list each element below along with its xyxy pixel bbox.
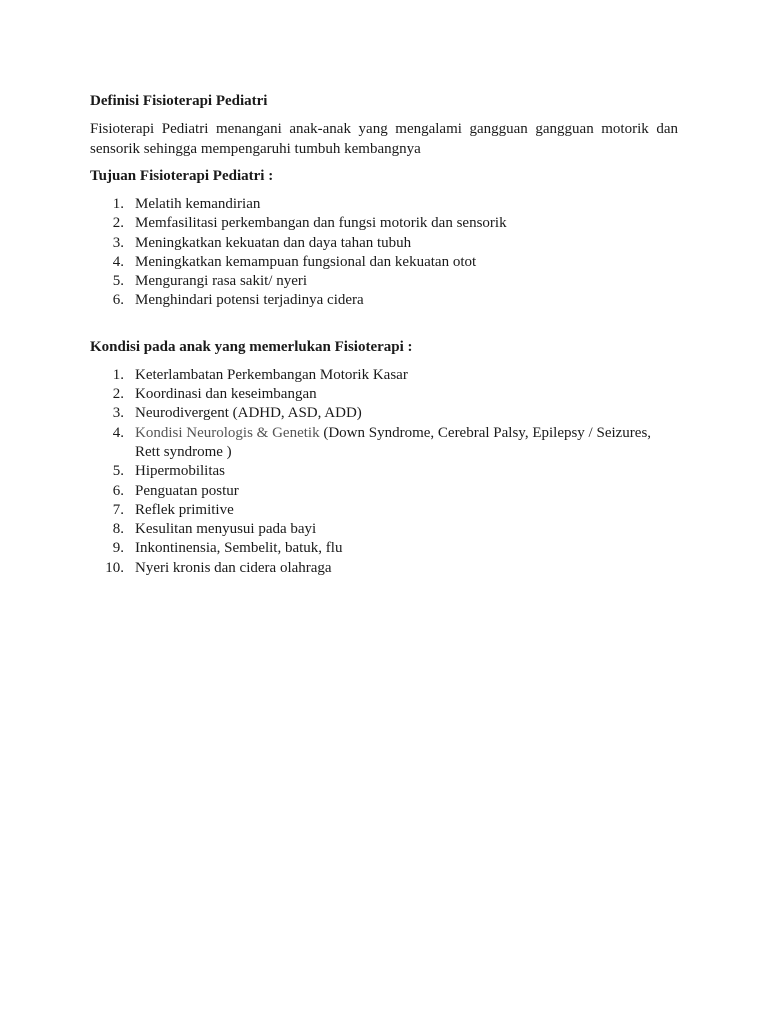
list-number: 1.	[112, 196, 124, 212]
list-item-text: Meningkatkan kemampuan fungsional dan kekuatan otot	[135, 253, 477, 270]
list-number: 7.	[112, 501, 124, 518]
list-item	[90, 291, 678, 310]
list-number: 1.	[112, 366, 124, 383]
list-number: 4.	[112, 253, 124, 270]
list-item	[90, 234, 678, 253]
document-page	[90, 92, 678, 578]
list-item-text-muted: Kondisi Neurologis & Genetik	[135, 424, 320, 441]
list-item-text: Penguatan postur	[135, 482, 239, 499]
list-item-text: Hipermobilitas	[135, 463, 225, 480]
list-item-text: Keterlambatan Perkembangan Motorik Kasar	[135, 366, 408, 383]
list-item	[90, 559, 678, 578]
list-item-text: Mengurangi rasa sakit/ nyeri	[135, 273, 308, 290]
list-item	[90, 539, 678, 558]
list-item-text: (Down Syndrome, Cerebral Palsy, Epilepsy / Seizures, Rett syndrome )	[135, 424, 652, 460]
list-item-text: Meningkatkan kekuatan dan daya tahan tubuh	[135, 234, 412, 251]
list-number: 5.	[112, 463, 124, 480]
list-item	[90, 385, 678, 404]
paragraph-definisi: Fisioterapi Pediatri menangani anak-anak yang mengalami gangguan gangguan motorik dan sensorik sehingga mempengaruhi tumbuh kembangnya	[90, 121, 678, 157]
list-number: 2.	[112, 386, 124, 403]
heading-tujuan: Tujuan Fisioterapi Pediatri :	[90, 168, 274, 184]
list-item	[90, 501, 678, 520]
list-item	[90, 272, 678, 291]
list-item	[90, 253, 678, 272]
list-item-text: Nyeri kronis dan cidera olahraga	[135, 559, 332, 576]
list-item-text: Kesulitan menyusui pada bayi	[135, 521, 317, 538]
list-number: 4.	[112, 424, 124, 441]
list-item	[90, 424, 678, 463]
list-item-text: Neurodivergent (ADHD, ASD, ADD)	[135, 405, 362, 422]
list-item	[90, 462, 678, 481]
list-number: 5.	[112, 273, 124, 290]
list-item	[90, 520, 678, 539]
list-number: 9.	[112, 540, 124, 557]
list-number: 6.	[112, 482, 124, 499]
list-item	[90, 366, 678, 385]
list-number: 8.	[112, 521, 124, 538]
goals-list	[90, 195, 678, 311]
list-item-text: Reflek primitive	[135, 501, 234, 518]
list-item	[90, 404, 678, 423]
list-item	[90, 195, 678, 214]
list-item-text: Melatih kemandirian	[135, 196, 261, 212]
list-number: 2.	[112, 215, 124, 232]
heading-kondisi: Kondisi pada anak yang memerlukan Fisioterapi :	[90, 338, 413, 355]
list-item	[90, 482, 678, 501]
heading-definisi: Definisi Fisioterapi Pediatri	[90, 93, 268, 109]
list-item-text: Inkontinensia, Sembelit, batuk, flu	[135, 540, 343, 557]
list-number: 10.	[105, 559, 124, 576]
list-item-text: Menghindari potensi terjadinya cidera	[135, 292, 364, 309]
list-number: 3.	[112, 234, 124, 251]
list-item	[90, 214, 678, 233]
list-number: 3.	[112, 405, 124, 422]
list-item-text: Koordinasi dan keseimbangan	[135, 386, 317, 403]
conditions-list	[90, 366, 678, 578]
list-number: 6.	[112, 292, 124, 309]
list-item-text: Memfasilitasi perkembangan dan fungsi motorik dan sensorik	[135, 215, 507, 232]
